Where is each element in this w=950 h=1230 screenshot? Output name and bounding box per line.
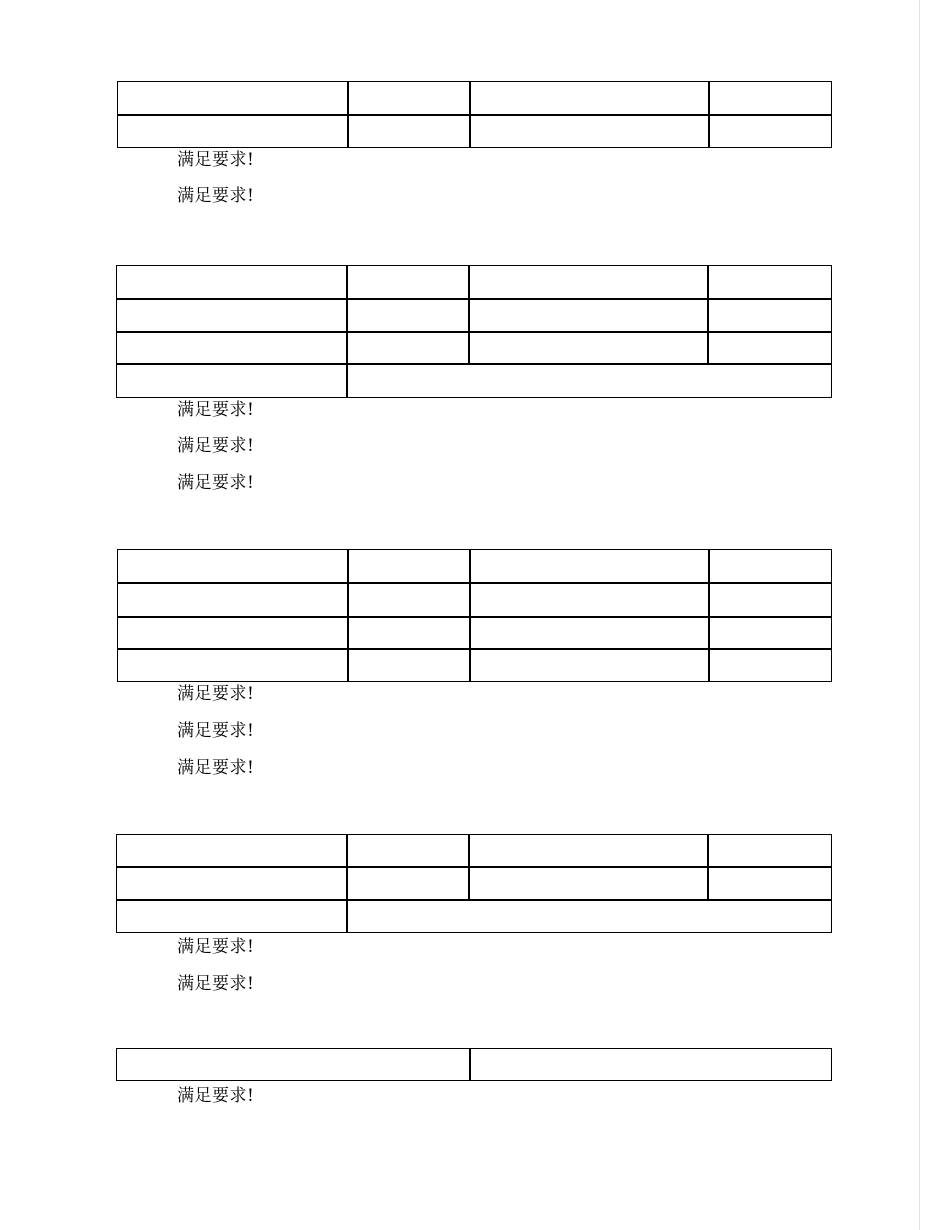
- row-divider: [118, 616, 831, 618]
- column-divider: [469, 1049, 471, 1081]
- note-text: 满足要求!: [177, 721, 255, 741]
- note-text: 满足要求!: [177, 186, 255, 206]
- page-edge: [919, 0, 920, 1230]
- table-1: [117, 81, 832, 148]
- note-text: 满足要求!: [177, 150, 255, 170]
- row-divider: [117, 298, 831, 300]
- note-text: 满足要求!: [177, 684, 255, 704]
- column-divider: [707, 835, 709, 900]
- column-divider: [469, 82, 471, 148]
- column-divider: [469, 550, 471, 682]
- column-divider: [347, 550, 349, 682]
- column-divider: [346, 266, 348, 398]
- column-divider: [708, 82, 710, 148]
- row-divider: [118, 648, 831, 650]
- note-text: 满足要求!: [177, 758, 255, 778]
- note-text: 满足要求!: [177, 1086, 255, 1106]
- table-3: [117, 549, 832, 682]
- table-4: [116, 834, 832, 933]
- note-text: 满足要求!: [177, 974, 255, 994]
- row-divider: [118, 114, 831, 116]
- note-text: 满足要求!: [177, 937, 255, 957]
- column-divider: [468, 266, 470, 364]
- note-text: 满足要求!: [177, 400, 255, 420]
- column-divider: [708, 550, 710, 682]
- table-5: [116, 1048, 832, 1081]
- column-divider: [346, 835, 348, 933]
- row-divider: [117, 866, 831, 868]
- row-divider: [118, 582, 831, 584]
- row-divider: [117, 331, 831, 333]
- column-divider: [347, 82, 349, 148]
- row-divider: [117, 363, 831, 365]
- column-divider: [707, 266, 709, 364]
- table-2: [116, 265, 832, 398]
- note-text: 满足要求!: [177, 436, 255, 456]
- note-text: 满足要求!: [177, 473, 255, 493]
- column-divider: [468, 835, 470, 900]
- row-divider: [117, 899, 831, 901]
